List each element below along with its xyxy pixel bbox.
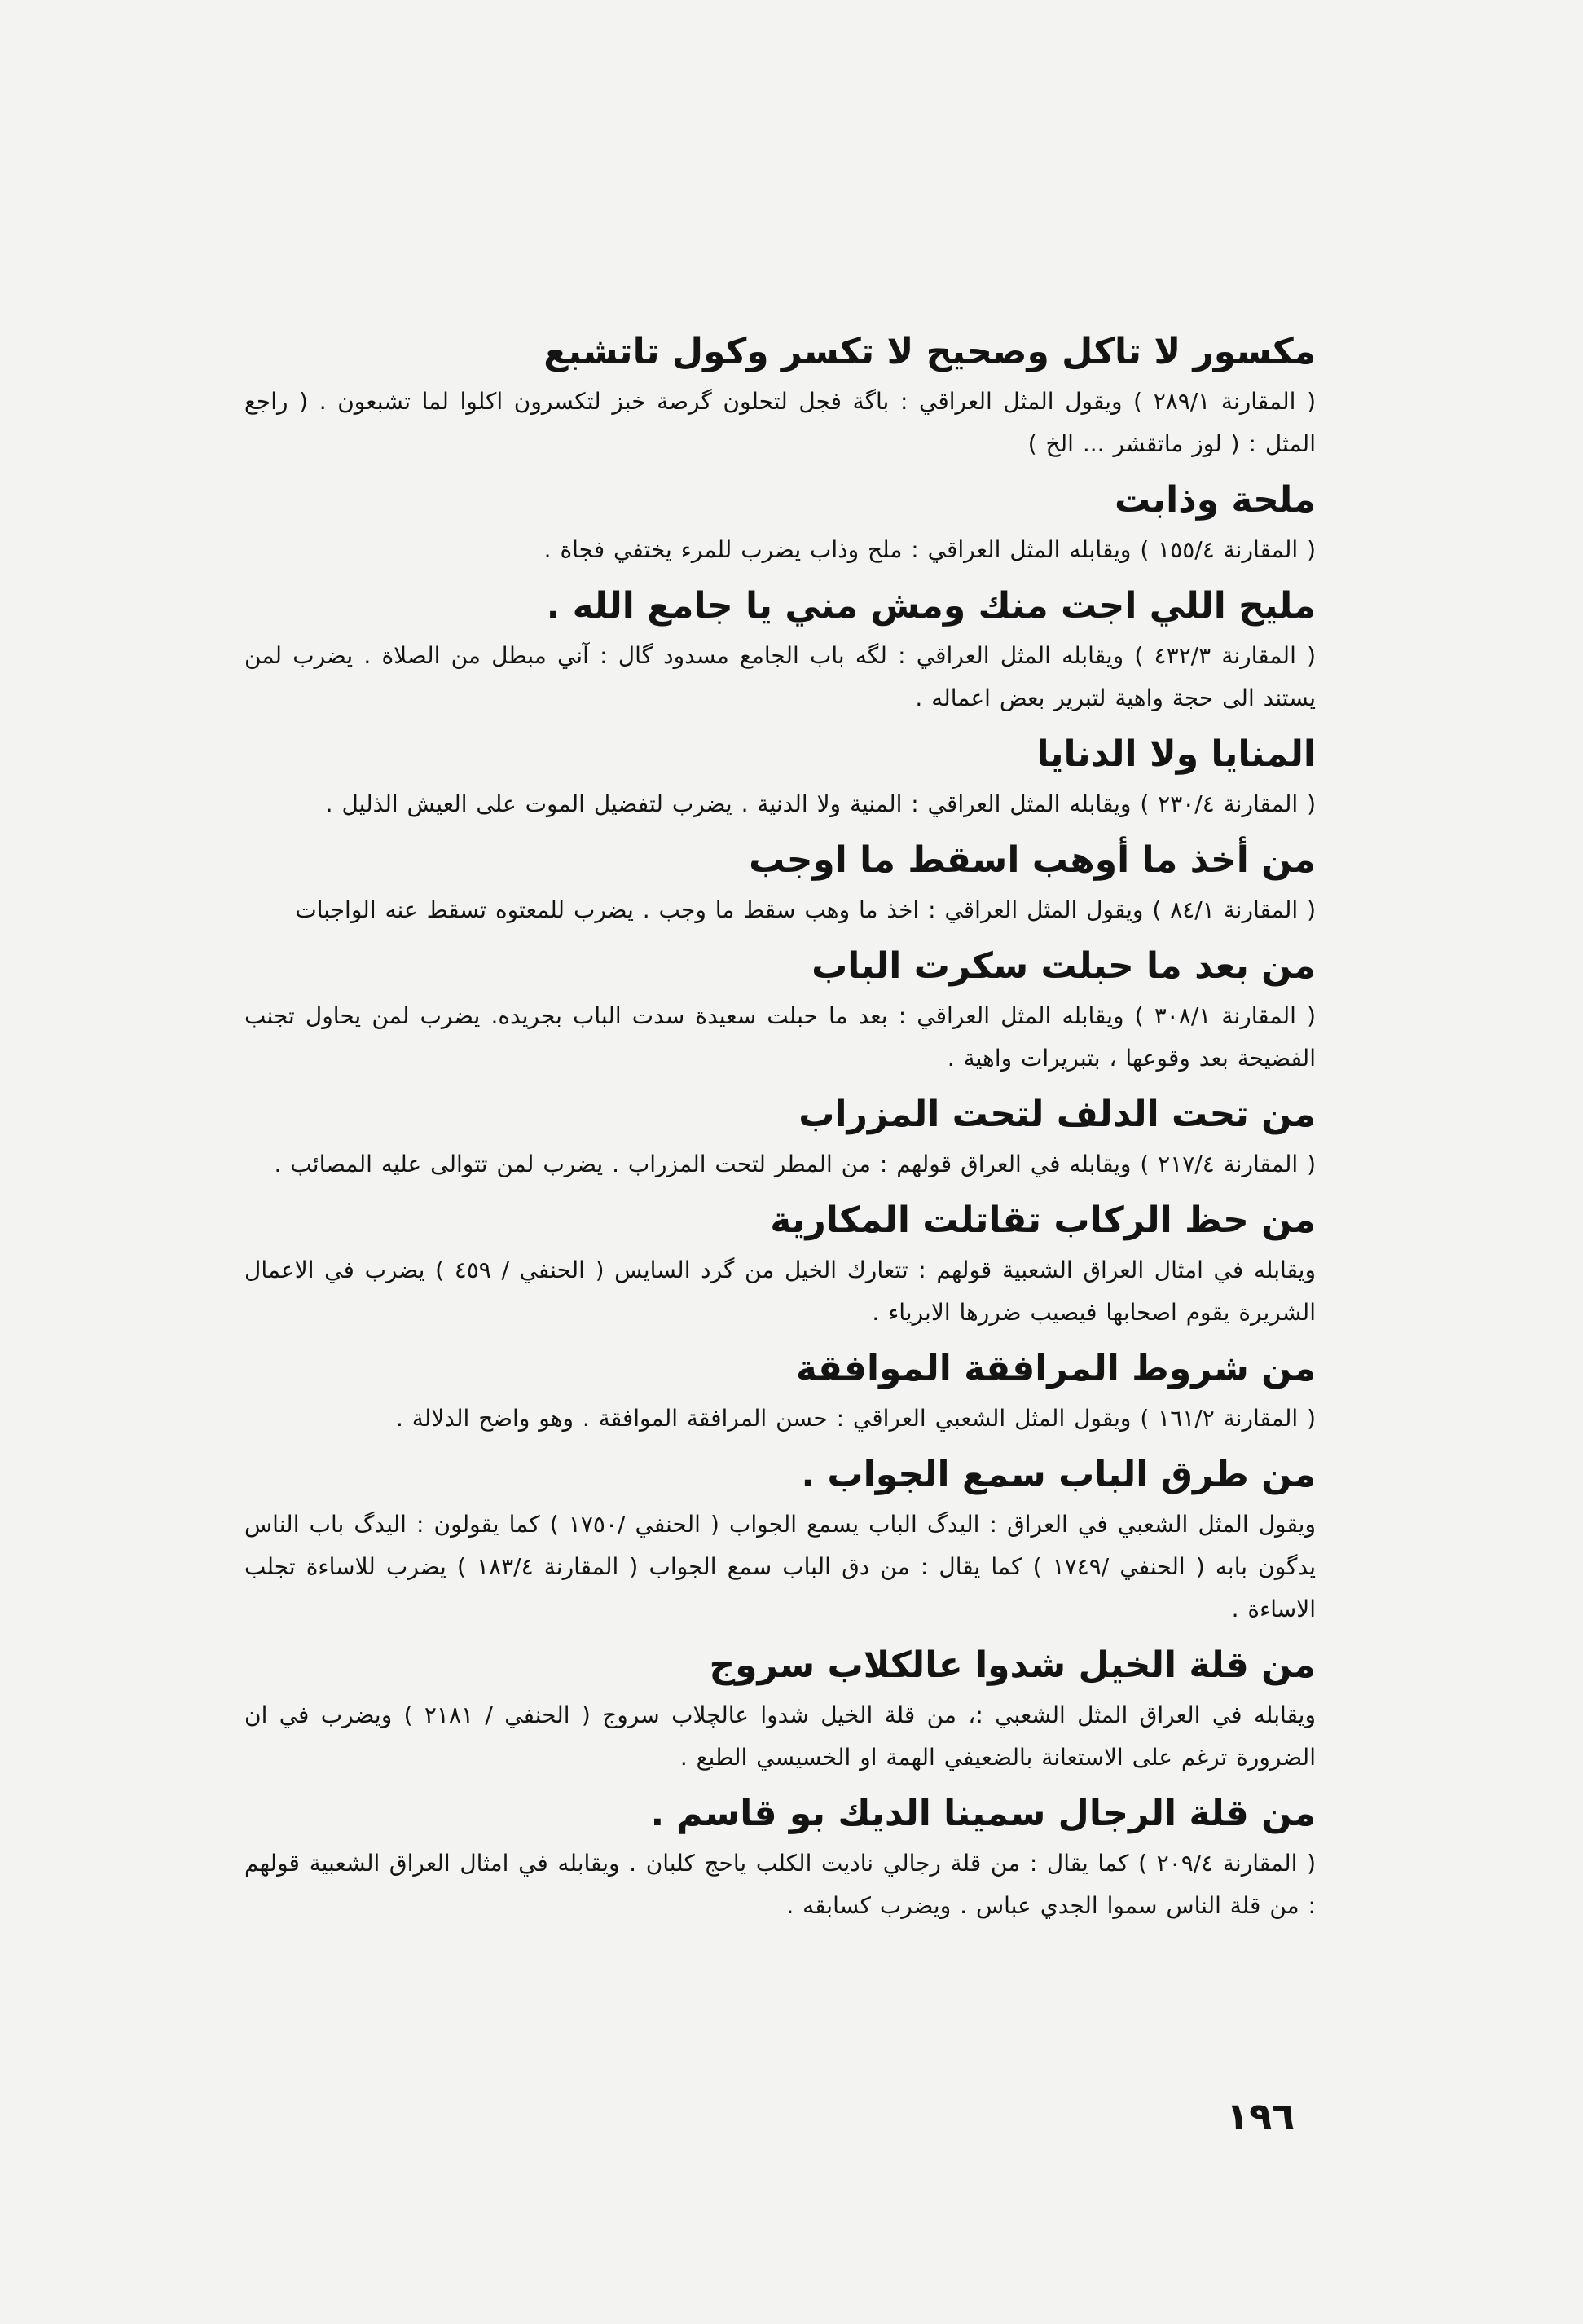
proverb-heading: من قلة الخيل شدوا عالكلاب سروج — [709, 1644, 1316, 1686]
proverb-entry — [244, 325, 1316, 465]
proverb-heading: مكسور لا تاكل وصحيح لا تكسر وكول تاتشبع — [543, 331, 1316, 372]
proverb-commentary: ويقابله في امثال العراق الشعبية قولهم : تتعارك الخيل من گرد السايس ( الحنفي / ٤٥٩ ) يضرب في الاعمال الشريرة يقوم اصحابها فيصيب ضررها الابرياء . — [244, 1257, 1316, 1326]
proverb-commentary: ( المقارنة ٣٠٨/١ ) ويقابله المثل العراقي : بعد ما حبلت سعيدة سدت الباب بجريده. يضرب لمن يحاول تجنب الفضيحة بعد وقوعها ، بتبريرات واهية . — [244, 1002, 1317, 1072]
proverb-entry — [244, 473, 1316, 571]
proverb-entry — [244, 1342, 1316, 1440]
proverb-entry — [244, 579, 1316, 720]
proverb-commentary: ( المقارنة ٢٨٩/١ ) ويقول المثل العراقي : باگة فجل لتحلون گرصة خبز لتكسرون اكلوا لما تشبعون . ( راجع المثل : ( لوز ماتقشر ... الخ ) — [244, 388, 1317, 457]
proverb-commentary: ويقابله في العراق المثل الشعبي :، من قلة الخيل شدوا عالچلاب سروج ( الحنفي / ٢١٨١ ) ويضرب في ان الضرورة ترغم على الاستعانة بالضعيفي الهمة او الخسيسي الطبع . — [244, 1701, 1316, 1771]
proverb-commentary: ( المقارنة ٨٤/١ ) ويقول المثل العراقي : اخذ ما وهب سقط ما وجب . يضرب للمعتوه تسقط عنه الواجبات — [295, 896, 1316, 923]
proverb-commentary: ( المقارنة ٢٣٠/٤ ) ويقابله المثل العراقي : المنية ولا الدنية . يضرب لتفضيل الموت على العيش الذليل . — [325, 790, 1316, 817]
proverb-heading: ملحة وذابت — [1114, 479, 1316, 521]
page-number: ١٩٦ — [1226, 2094, 1295, 2138]
proverb-heading: من أخذ ما أوهب اسقط ما اوجب — [749, 839, 1316, 881]
page-content — [244, 322, 1316, 1927]
proverb-heading: المنايا ولا الدنايا — [1036, 733, 1316, 775]
proverb-entry — [244, 940, 1316, 1080]
proverb-heading: من حظ الركاب تقاتلت المكارية — [770, 1199, 1316, 1241]
proverb-heading: من طرق الباب سمع الجواب . — [801, 1454, 1316, 1495]
proverb-entry — [244, 1088, 1316, 1186]
proverb-heading: مليح اللي اجت منك ومش مني يا جامع الله . — [546, 585, 1316, 627]
proverb-heading: من قلة الرجال سمينا الديك بو قاسم . — [650, 1793, 1316, 1834]
proverb-heading: من بعد ما حبلت سكرت الباب — [811, 945, 1316, 987]
proverb-commentary: ( المقارنة ٤٣٢/٣ ) ويقابله المثل العراقي : لگه باب الجامع مسدود گال : آني مبطل من الصلاة . يضرب لمن يستند الى حجة واهية لتبرير بعض اعماله . — [244, 642, 1316, 711]
proverb-commentary: ( المقارنة ٢٠٩/٤ ) كما يقال : من قلة رجالي ناديت الكلب ياحج كلبان . ويقابله في امثال العراق الشعبية قولهم : من قلة الناس سموا الجدي عباس . ويضرب كسابقه . — [244, 1850, 1316, 1919]
proverb-commentary: ( المقارنة ١٦١/٢ ) ويقول المثل الشعبي العراقي : حسن المرافقة الموافقة . وهو واضح الدلالة . — [395, 1405, 1316, 1432]
proverb-commentary: ويقول المثل الشعبي في العراق : اليدگ الباب يسمع الجواب ( الحنفي /١٧٥٠ ) كما يقولون : اليدگ باب الناس يدگون بابه ( الحنفي /١٧٤٩ ) كما يقال : من دق الباب سمع الجواب ( المقارنة ١٨٣/٤ ) يضرب للاساءة تجلب الاساءة . — [244, 1511, 1317, 1622]
proverb-entry — [244, 1639, 1316, 1779]
proverb-entry — [244, 1787, 1316, 1927]
proverb-heading: من شروط المرافقة الموافقة — [795, 1348, 1316, 1389]
proverb-entry — [244, 1194, 1316, 1334]
proverb-entry — [244, 834, 1316, 931]
proverb-commentary: ( المقارنة ٢١٧/٤ ) ويقابله في العراق قولهم : من المطر لتحت المزراب . يضرب لمن تتوالى عليه المصائب . — [274, 1151, 1316, 1177]
proverb-commentary: ( المقارنة ١٥٥/٤ ) ويقابله المثل العراقي : ملح وذاب يضرب للمرء يختفي فجاة . — [543, 536, 1316, 563]
proverb-entry — [244, 728, 1316, 825]
proverb-heading: من تحت الدلف لتحت المزراب — [798, 1094, 1316, 1135]
proverb-entry — [244, 1448, 1316, 1631]
